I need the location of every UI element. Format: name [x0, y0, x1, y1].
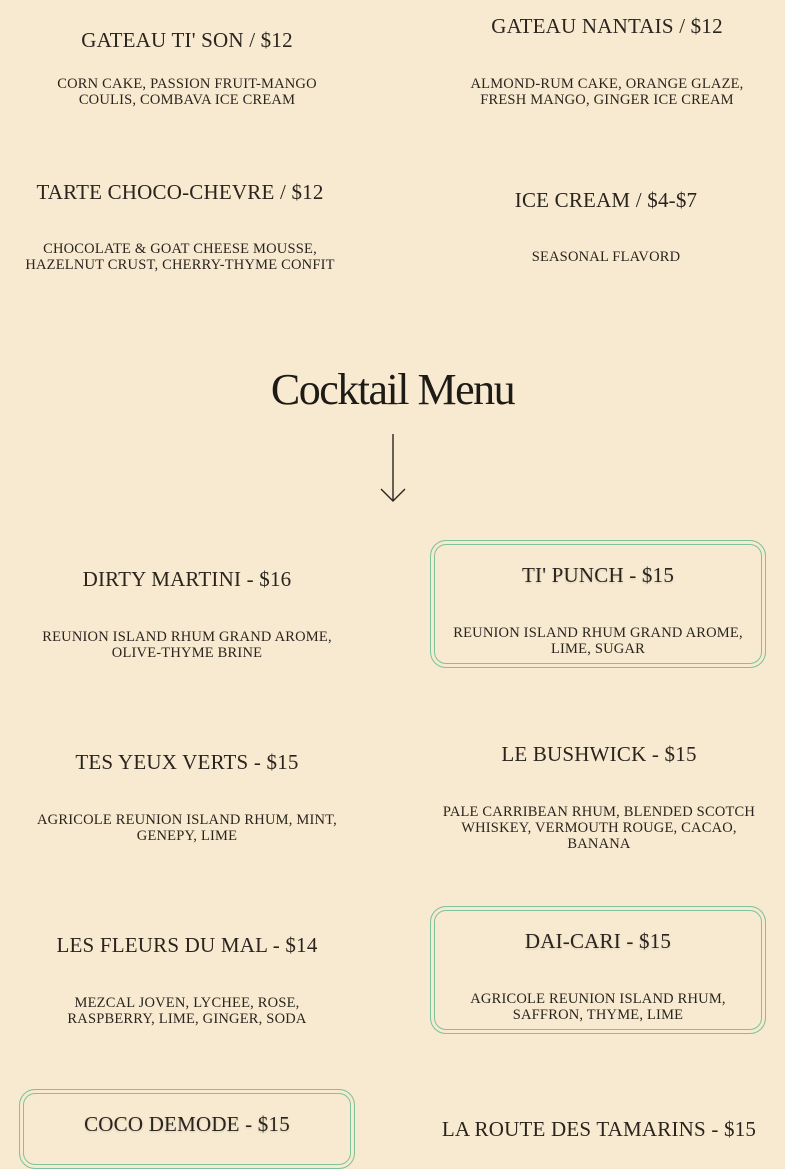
cocktail-item-la-route-des-tamarins [414, 1117, 784, 1157]
dessert-item-gateau-ti-son [0, 28, 374, 118]
cocktail-item-le-bushwick [424, 742, 774, 862]
dessert-description: ALMOND-RUM CAKE, ORANGE GLAZE, FRESH MANGO, GINGER ICE CREAM [470, 76, 744, 108]
cocktail-description: REUNION ISLAND RHUM GRAND AROME, OLIVE-THYME BRINE [42, 629, 332, 661]
cocktail-title: TI' PUNCH - $15 [521, 563, 675, 587]
dessert-description: CHOCOLATE & GOAT CHEESE MOUSSE, HAZELNUT CRUST, CHERRY-THYME CONFIT [25, 241, 335, 273]
dessert-item-gateau-nantais [414, 14, 785, 114]
dessert-title: TARTE CHOCO-CHEVRE / $12 [36, 180, 324, 204]
cocktail-item-dai-cari [430, 906, 766, 1034]
cocktail-description: MEZCAL JOVEN, LYCHEE, ROSE, RASPBERRY, LIME, GINGER, SODA [67, 995, 307, 1027]
dessert-item-tarte-choco-chevre [0, 180, 360, 280]
dessert-title: ICE CREAM / $4-$7 [514, 188, 698, 212]
cocktail-title: LES FLEURS DU MAL - $14 [56, 933, 318, 957]
dessert-description: SEASONAL FLAVORD [531, 249, 681, 265]
dessert-title: GATEAU TI' SON / $12 [81, 28, 293, 52]
cocktail-item-coco-demode [19, 1089, 355, 1169]
cocktail-item-les-fleurs-du-mal [0, 933, 374, 1033]
cocktail-menu-heading: Cocktail Menu [270, 365, 515, 414]
cocktail-title: DIRTY MARTINI - $16 [82, 567, 292, 591]
cocktail-title: TES YEUX VERTS - $15 [75, 750, 299, 774]
dessert-description: CORN CAKE, PASSION FRUIT-MANGO COULIS, COMBAVA ICE CREAM [57, 76, 317, 108]
cocktail-item-tes-yeux-verts [0, 750, 374, 850]
cocktail-title: LA ROUTE DES TAMARINS - $15 [441, 1117, 757, 1141]
cocktail-description: REUNION ISLAND RHUM GRAND AROME, LIME, SUGAR [453, 625, 743, 657]
dessert-title: GATEAU NANTAIS / $12 [491, 14, 723, 38]
cocktail-title: COCO DEMODE - $15 [84, 1112, 290, 1136]
cocktail-item-ti-punch [430, 540, 766, 668]
arrow-down-icon [378, 434, 408, 504]
cocktail-title: DAI-CARI - $15 [524, 929, 672, 953]
cocktail-description: AGRICOLE REUNION ISLAND RHUM, SAFFRON, THYME, LIME [470, 991, 726, 1023]
cocktail-description: AGRICOLE REUNION ISLAND RHUM, MINT, GENEPY, LIME [37, 812, 337, 844]
cocktail-item-dirty-martini [0, 567, 374, 667]
cocktail-title: LE BUSHWICK - $15 [501, 742, 697, 766]
dessert-item-ice-cream [424, 188, 785, 278]
cocktail-description: PALE CARRIBEAN RHUM, BLENDED SCOTCH WHISKEY, VERMOUTH ROUGE, CACAO, BANANA [442, 804, 756, 852]
